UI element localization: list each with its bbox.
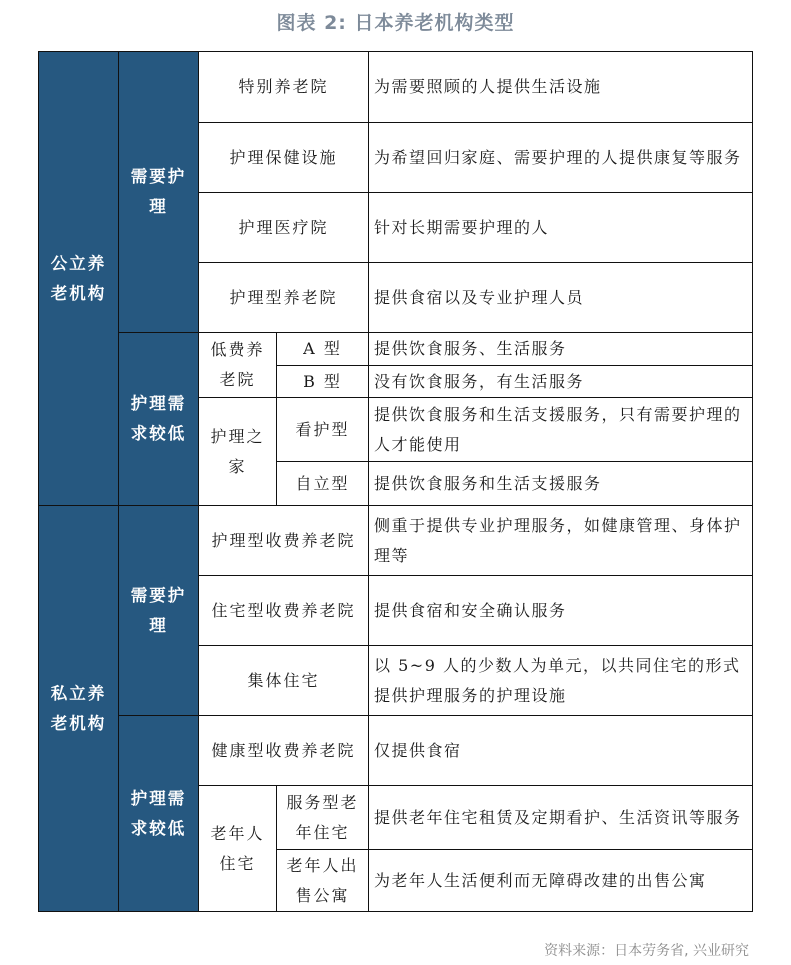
- facility-type: A 型: [277, 333, 369, 366]
- facility-desc: 侧重于提供专业护理服务，如健康管理、身体护理等: [369, 506, 753, 576]
- figure-title: 图表 2: 日本养老机构类型: [276, 12, 515, 34]
- facility-desc: 提供老年住宅租赁及定期看护、生活资讯等服务: [369, 786, 753, 850]
- facility-desc: 为老年人生活便利而无障碍改建的出售公寓: [369, 850, 753, 912]
- facility-type: 服务型老年住宅: [277, 786, 369, 850]
- facility-desc: 提供食宿和安全确认服务: [369, 576, 753, 646]
- category-public: 公立养老机构: [39, 52, 119, 506]
- facility-name: 护理保健设施: [199, 123, 369, 193]
- facility-name: 特别养老院: [199, 52, 369, 123]
- table-row: [39, 52, 753, 123]
- table-row: [39, 333, 753, 366]
- facility-desc: 提供食宿以及专业护理人员: [369, 263, 753, 333]
- facility-desc: 为需要照顾的人提供生活设施: [369, 52, 753, 123]
- facility-desc: 以 5~9 人的少数人为单元，以共同住宅的形式提供护理服务的护理设施: [369, 646, 753, 716]
- facility-type: B 型: [277, 366, 369, 398]
- subcategory-public-low-need: 护理需求较低: [119, 333, 199, 506]
- table-row: [39, 506, 753, 576]
- facility-group-name: 老年人住宅: [199, 786, 277, 912]
- subcategory-private-high-need: 需要护理: [119, 506, 199, 716]
- facility-type: 看护型: [277, 398, 369, 462]
- elderly-care-facility-table: [38, 51, 753, 912]
- facility-type: 老年人出售公寓: [277, 850, 369, 912]
- facility-type: 自立型: [277, 462, 369, 506]
- facility-desc: 提供饮食服务和生活支援服务，只有需要护理的人才能使用: [369, 398, 753, 462]
- table-row: [39, 716, 753, 786]
- facility-name: 护理型养老院: [199, 263, 369, 333]
- facility-name: 健康型收费养老院: [199, 716, 369, 786]
- facility-desc: 没有饮食服务，有生活服务: [369, 366, 753, 398]
- facility-name: 住宅型收费养老院: [199, 576, 369, 646]
- subcategory-public-high-need: 需要护理: [119, 52, 199, 333]
- subcategory-private-low-need: 护理需求较低: [119, 716, 199, 912]
- facility-group-name: 护理之家: [199, 398, 277, 506]
- facility-name: 集体住宅: [199, 646, 369, 716]
- facility-desc: 仅提供食宿: [369, 716, 753, 786]
- facility-group-name: 低费养老院: [199, 333, 277, 398]
- facility-desc: 提供饮食服务和生活支援服务: [369, 462, 753, 506]
- facility-name: 护理医疗院: [199, 193, 369, 263]
- facility-desc: 针对长期需要护理的人: [369, 193, 753, 263]
- facility-name: 护理型收费养老院: [199, 506, 369, 576]
- facility-desc: 提供饮食服务、生活服务: [369, 333, 753, 366]
- category-private: 私立养老机构: [39, 506, 119, 912]
- source-note: 资料来源：日本劳务省, 兴业研究: [544, 943, 749, 959]
- facility-desc: 为希望回归家庭、需要护理的人提供康复等服务: [369, 123, 753, 193]
